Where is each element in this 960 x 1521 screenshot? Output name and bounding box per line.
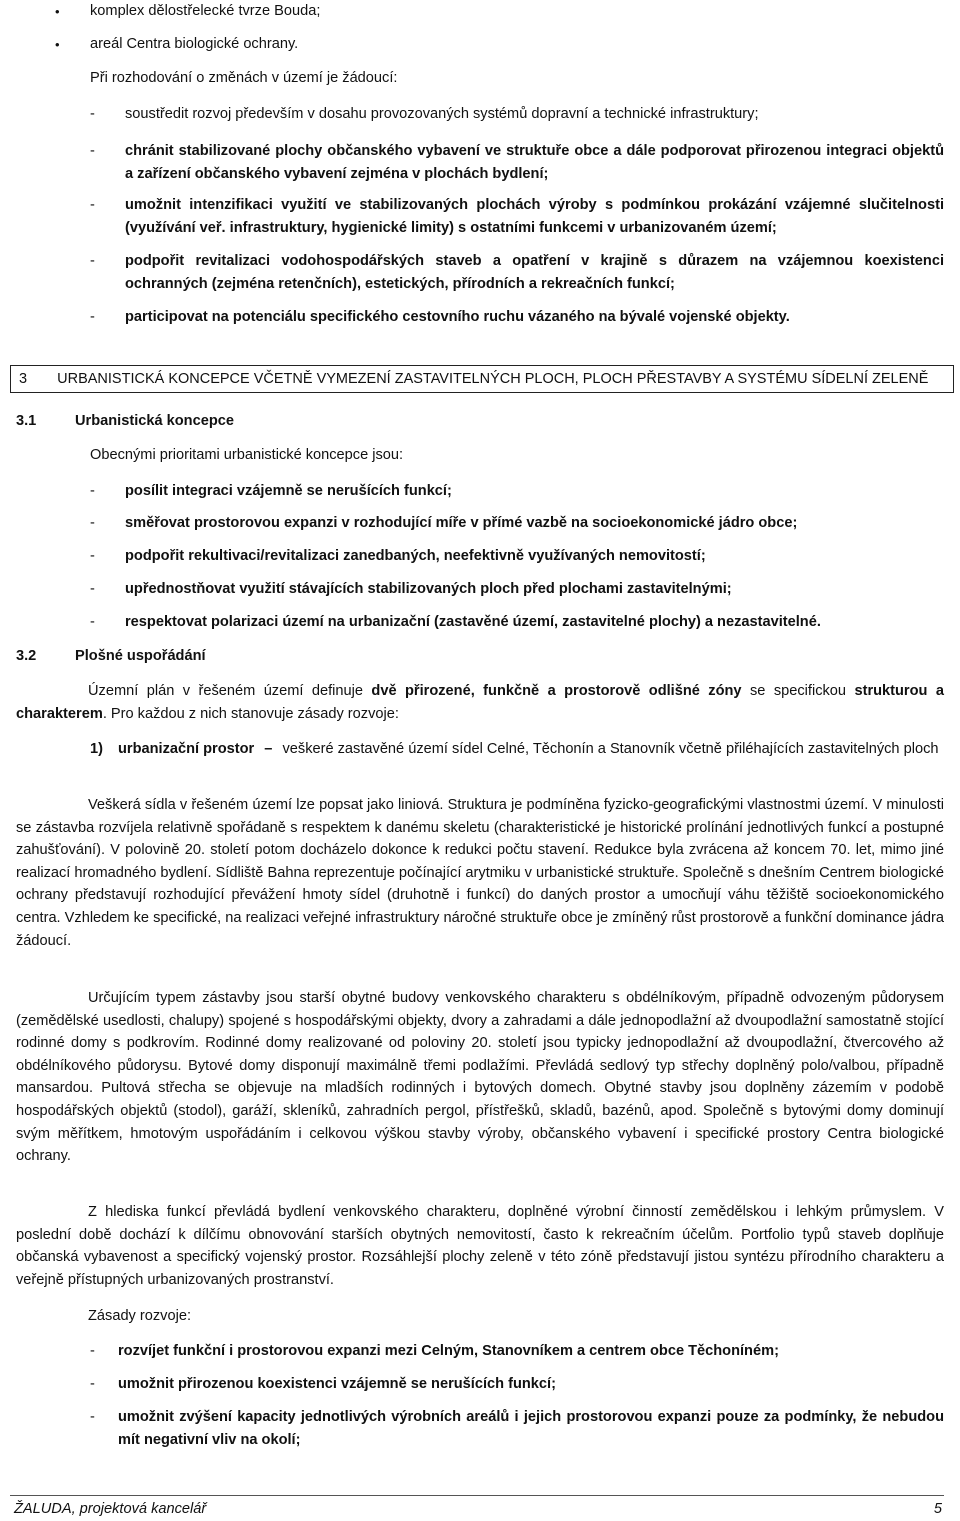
dash-marker: - <box>90 309 95 325</box>
dash-marker: - <box>90 483 95 499</box>
desirable-item-2: chránit stabilizované plochy občanského vybavení ve struktuře obce a dále podporovat přirozenou integraci objektů a zařízení občanského vybavení zejména v plochách bydlení; <box>125 143 944 182</box>
dash-marker: - <box>90 614 95 630</box>
section-3-1-intro: Obecnými prioritami urbanistické koncepce jsou: <box>90 447 404 463</box>
dash-marker: - <box>90 106 95 122</box>
zones-paragraph: Územní plán v řešeném území definuje dvě přirozené, funkčně a prostorově odlišné zóny se specifickou strukturou a charakterem. Pro každou z nich stanovuje zásady rozvoje: <box>16 683 944 722</box>
dash-marker: - <box>90 548 95 564</box>
bullet-text: komplex dělostřelecké tvrze Bouda; <box>90 3 321 19</box>
bullet-marker: • <box>55 4 60 19</box>
section-3-2-title: Plošné uspořádání <box>75 648 206 664</box>
intro-line: Při rozhodování o změnách v území je žádoucí: <box>90 70 398 86</box>
bullet-marker: • <box>55 37 60 52</box>
zone-definition: urbanizační prostor – veškeré zastavěné území sídel Celné, Těchonín a Stanovník včetně přiléhajících zastavitelných ploch <box>118 741 939 757</box>
dash-marker: - <box>90 1343 95 1359</box>
footer-divider <box>10 1495 944 1496</box>
desirable-item-3: umožnit intenzifikaci využití ve stabilizovaných plochách výroby s podmínkou prokázání vzájemné slučitelnosti (využívání veř. infrastruktury, hygienické limity) s ostatními funkcemi v urbanizovaném území; <box>125 197 944 236</box>
settlement-paragraph: Veškerá sídla v řešeném území lze popsat jako liniová. Struktura je podmíněna fyzicko-geografickými vlastnostmi území. V minulosti se zástavba rozvíjela relativně spořádaně s respektem k danému skeletu (charakteristické je historické prolínání jednotlivých funkcí a postupné zahušťování). V polovině 20. století potom docházelo dokonce k redukci počtu stavení. Redukce byla zvrácena až koncem 70. let, mimo jiné realizací hromadného bydlení. Sídliště Bahna reprezentuje počínající arytmiku v urbanistické struktuře. Společně s dnešním Centrem biologické ochrany představují rozhodující převážení hmoty sídel (druhotně i funkcí) do daných prostor a umocňují váhu těžiště socioekonomického centra. Vzhledem ke specifické, na realizaci veřejné infrastruktury náročné struktuře obce je zmíněný růst prostorově a funkční dominance jádra žádoucí. <box>16 797 944 949</box>
priority-item: podpořit rekultivaci/revitalizaci zanedbaných, neefektivně využívaných nemovitostí; <box>125 548 706 564</box>
footer-office: ŽALUDA, projektová kancelář <box>14 1501 207 1517</box>
section-number: 3 <box>19 371 28 387</box>
priority-item: posílit integraci vzájemně se nerušících funkcí; <box>125 483 452 499</box>
principles-label: Zásady rozvoje: <box>88 1308 192 1324</box>
desirable-item-1: soustředit rozvoj především v dosahu provozovaných systémů dopravní a technické infrastruktury; <box>125 106 759 122</box>
dash-marker: - <box>90 1409 95 1425</box>
principle-item: umožnit přirozenou koexistenci vzájemně se nerušících funkcí; <box>118 1376 556 1392</box>
bullet-text: areál Centra biologické ochrany. <box>90 36 299 52</box>
dash-marker: - <box>90 143 95 159</box>
zone-number: 1) <box>90 741 103 757</box>
section-title: URBANISTICKÁ KONCEPCE VČETNĚ VYMEZENÍ ZASTAVITELNÝCH PLOCH, PLOCH PŘESTAVBY A SYSTÉMU SÍDELNÍ ZELENĚ <box>57 371 929 387</box>
section-3-2-number: 3.2 <box>16 648 37 664</box>
section-3-heading <box>10 365 954 393</box>
section-3-1-title: Urbanistická koncepce <box>75 413 234 429</box>
desirable-item-5: participovat na potenciálu specifického cestovního ruchu vázaného na bývalé vojenské objekty. <box>125 309 790 325</box>
priority-item: směřovat prostorovou expanzi v rozhodující míře v přímé vazbě na socioekonomické jádro obce; <box>125 515 798 531</box>
dash-marker: - <box>90 515 95 531</box>
principle-item: umožnit zvýšení kapacity jednotlivých výrobních areálů i jejich prostorovou expanzi pouze za podmínky, že nebudou mít negativní vliv na okolí; <box>118 1409 944 1448</box>
principle-item: rozvíjet funkční i prostorovou expanzi mezi Celným, Stanovníkem a centrem obce Těchoníném; <box>118 1343 779 1359</box>
section-3-1-number: 3.1 <box>16 413 37 429</box>
priority-item: respektovat polarizaci území na urbanizační (zastavěné území, zastavitelné plochy) a nezastavitelné. <box>125 614 821 630</box>
desirable-item-4: podpořit revitalizaci vodohospodářských staveb a opatření v krajině s důrazem na vzájemnou koexistenci ochranných (zejména retenčních), estetických, přírodních a rekreačních funkcí; <box>125 253 944 292</box>
dash-marker: - <box>90 253 95 269</box>
dash-marker: - <box>90 197 95 213</box>
buildings-paragraph: Určujícím typem zástavby jsou starší obytné budovy venkovského charakteru s obdélníkovým, případně odvozeným půdorysem (zemědělské usedlosti, chalupy) spojené s hospodářskými objekty, dvory a zahradami a dále jednopodlažní až dvoupodlažní samostatně stojící rodinné domy s podkrovím. Rodinné domy realizované od poloviny 20. století jsou typicky jednopodlažní až dvoupodlažní, čtvercového až obdélníkového půdorysu. Bytové domy disponují maximálně třemi podlažími. Převládá sedlový typ střechy doplněný polo/valbou, případně mansardou. Pultová střecha se objevuje na mladších rodinných i bytových domech. Obytné stavby jsou doplněny zázemím v podobě hospodářských objektů (stodol), garáží, skleníků, zahradních pergol, přístřešků, skladů, bazénů, apod. Společně s bytovými domy dominují svým měřítkem, hmotovým uspořádáním i celkovou výškou stavby výroby, občanského vybavení i specifické prostory Centra biologické ochrany. <box>16 990 944 1165</box>
dash-marker: - <box>90 581 95 597</box>
functions-paragraph: Z hlediska funkcí převládá bydlení venkovského charakteru, doplněné výrobní činností zemědělskou i lehkým průmyslem. V poslední době dochází k dílčímu obnovování starších obytných nemovitostí, často k rekreačním účelům. Portfolio typů staveb doplňuje občanská vybavenost a specifický vojenský prostor. Rozsáhlejší plochy zeleně v této zóně představují jistou syntézu přírodního charakteru a veřejně přístupných urbanizovaných prostranství. <box>16 1204 944 1288</box>
dash-marker: - <box>90 1376 95 1392</box>
priority-item: upřednostňovat využití stávajících stabilizovaných ploch před plochami zastavitelnými; <box>125 581 732 597</box>
page-number: 5 <box>933 1501 942 1517</box>
